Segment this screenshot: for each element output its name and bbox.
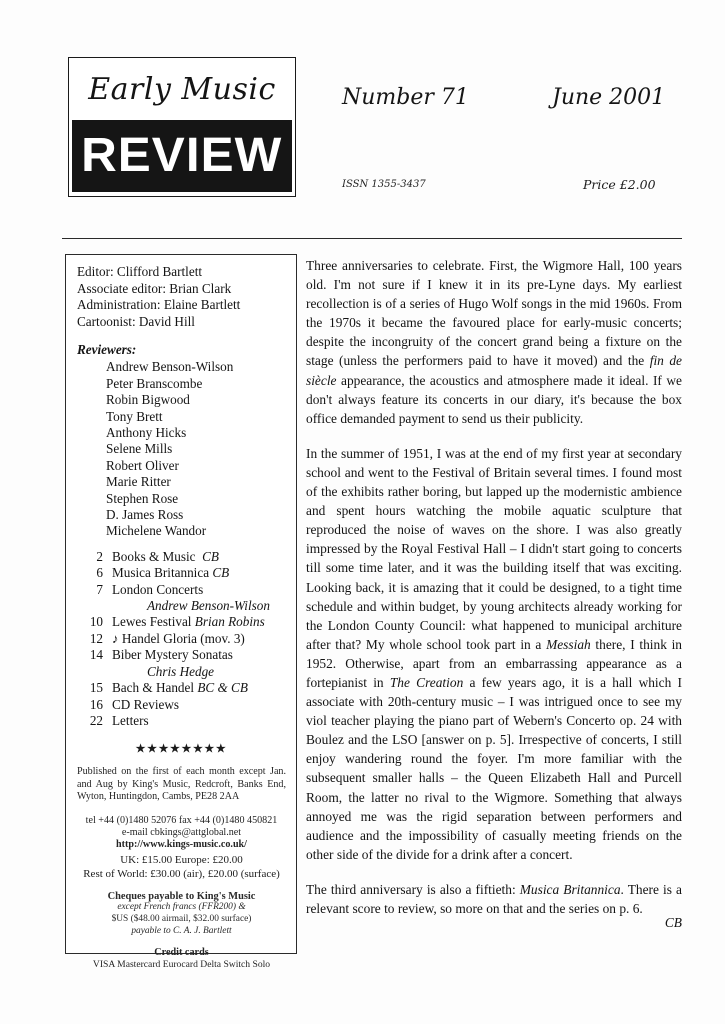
cover-price: Price £2.00	[583, 177, 656, 192]
logo-review-banner	[72, 120, 292, 192]
toc-page-number: 2	[96, 548, 103, 564]
toc-author: BC & CB	[197, 680, 248, 696]
credit-cards-heading: Credit cards	[154, 947, 209, 959]
reviewer-name: Selene Mills	[106, 441, 173, 457]
cheques-french-francs-line: except French francs (FFR200) &	[117, 902, 246, 913]
reviewer-name: D. James Ross	[106, 507, 184, 523]
toc-page-number: 12	[89, 630, 103, 646]
toc-entry[interactable]	[77, 631, 286, 647]
cheques-payable-to-line: payable to C. A. J. Bartlett	[131, 925, 232, 936]
reviewer-name: Stephen Rose	[106, 490, 179, 506]
decorative-star-divider: ★★★★★★★★	[135, 743, 228, 756]
toc-title: London Concerts	[112, 581, 204, 597]
cheques-payable-line: Cheques payable to King's Music	[107, 890, 256, 902]
subscription-rest-of-world: Rest of World: £30.00 (air), £20.00 (surface)	[83, 867, 280, 880]
toc-author: CB	[202, 548, 219, 564]
staff-cartoonist: Cartoonist: David Hill	[77, 313, 195, 329]
subscription-uk-europe: UK: £15.00 Europe: £20.00	[120, 853, 243, 866]
toc-title-text: Bach & Handel	[112, 680, 195, 696]
toc-entry[interactable]	[77, 582, 286, 598]
reviewer-name: Marie Ritter	[106, 474, 171, 490]
toc-subtitle-author: Andrew Benson-Wilson	[147, 598, 270, 614]
cheques-usd-line: $US ($48.00 airmail, $32.00 surface)	[111, 913, 252, 924]
masthead	[62, 57, 680, 207]
paragraph-1-text-a: Three anniversaries to celebrate. First, the Wigmore Hall, 100 years old. I'm not sure if I knew it in its pre-Lyne days. My earliest recollection is of a series of Hugo Wolf songs in the mid 1960s. From the 1970s it became the favoured place for early-music concerts; despite the incongruity of the concert grand being a fixture on the stage (unless the performers paid to have it moved) and the	[306, 258, 682, 369]
toc-title: Biber Mystery Sonatas	[112, 647, 233, 663]
reviewer-name: Andrew Benson-Wilson	[106, 359, 234, 375]
toc-title	[112, 549, 219, 565]
author-initials-signature: CB	[664, 915, 682, 931]
toc-subtitle-author: Chris Hedge	[147, 663, 215, 679]
toc-page-number: 6	[96, 565, 103, 581]
issue-date: June 2001	[552, 85, 666, 110]
reviewers-heading: Reviewers:	[77, 342, 137, 358]
reviewer-name: Robert Oliver	[106, 457, 179, 473]
toc-title-text: Lewes Festival	[112, 614, 192, 630]
reviewers-list	[77, 359, 286, 539]
toc-entry[interactable]	[77, 549, 286, 565]
toc-entry[interactable]	[77, 614, 286, 630]
paragraph-3-text-b: . There is a relevant score to review, so more on that and the series on p. 6.	[306, 881, 682, 916]
toc-author: Brian Robins	[194, 614, 265, 630]
paragraph-2-text-a: In the summer of 1951, I was at the end of my first year at secondary school and went to the Festival of Britain several times. I found most of the exhibits rather boring, but lapped up the modernistic ambience and spent hours watching the mobile aquatic sculpture that reproduced the noise of waves on the shore. I was also greatly impressed by the Royal Festival Hall – I didn't start going to concerts till some time later, and it was the building itself that was exciting. Looking back, it is amazing that it could be designed, to a tight time schedule and within budget, by young architects already working for the London County Council: what happened to municipal architure after that? My whole school took part in a	[306, 445, 682, 652]
reviewer-name: Tony Brett	[106, 408, 163, 424]
telephone-fax: tel +44 (0)1480 52076 fax +44 (0)1480 450821	[85, 814, 278, 826]
paragraph-1-text-b: appearance, the acoustics and atmosphere made it ideal. If we don't always feature its concerts in our diary, it's because the box office demanded payment to send us their publicity.	[306, 372, 682, 426]
toc-title: Letters	[112, 712, 149, 728]
toc-entry[interactable]	[77, 713, 286, 729]
reviewer-name: Peter Branscombe	[106, 375, 203, 391]
toc-title-text: Musica Britannica	[112, 565, 210, 581]
paragraph-2-text-b: there, I think in 1952. Otherwise, apart from an embarrassing appearance as a fortepianist in	[306, 636, 683, 690]
staff-editor: Editor: Clifford Bartlett	[77, 264, 203, 279]
toc-title: ♪ Handel Gloria (mov. 3)	[112, 630, 245, 646]
credit-cards-info	[77, 947, 286, 971]
article-paragraph-1	[306, 256, 682, 428]
publication-logo	[68, 57, 296, 197]
staff-administration: Administration: Elaine Bartlett	[77, 297, 241, 313]
issn-code: ISSN 1355-3437	[342, 179, 426, 190]
paragraph-3-italic-musica-britannica: Musica Britannica	[519, 881, 621, 897]
toc-entry[interactable]	[77, 697, 286, 713]
toc-page-number: 14	[89, 647, 103, 663]
header-divider-rule	[62, 238, 682, 239]
paragraph-2-text-c: a few years ago, it is a hall which I associate with 20th-century music – I was intrigued once to see my viol teacher playing the piano part of Webern's Concerto op. 24 with Boulez and the LSO [answer on p. 5]. Irrespective of concerts, I still enjoy wandering round the foyer. I'm more familiar with the subsequent smaller halls – the Queen Elizabeth Hall and Purcell Room, the latter no rival to the Wigmore. Something that always annoyed me was the rigid separation between performers and audience and the impossibility of casually meeting friends on the other side of the divide for a drink after a concert.	[306, 674, 682, 862]
toc-author: CB	[212, 565, 230, 581]
logo-review-text: REVIEW	[81, 129, 283, 182]
toc-title-text: Books & Music	[112, 548, 196, 564]
paragraph-2-italic-creation: The Creation	[389, 674, 464, 690]
staff-associate-editor: Associate editor: Brian Clark	[77, 280, 232, 296]
toc-page-number: 10	[89, 614, 103, 630]
paragraph-3-text-a: The third anniversary is also a fiftieth:	[306, 881, 520, 897]
toc-entry[interactable]	[77, 680, 286, 696]
toc-title	[112, 680, 248, 696]
toc-title	[112, 614, 265, 630]
reviewer-name: Anthony Hicks	[106, 425, 187, 440]
reviewer-name: Michelene Wandor	[106, 523, 207, 539]
logo-early-music-text: Early Music	[88, 71, 276, 107]
toc-page-number: 22	[89, 712, 103, 728]
toc-title	[112, 565, 229, 581]
toc-page-number: 7	[96, 581, 103, 597]
toc-page-number: 16	[89, 696, 103, 712]
paragraph-2-italic-messiah: Messiah	[546, 636, 591, 652]
article-paragraph-2	[306, 444, 682, 864]
toc-entry[interactable]	[77, 647, 286, 663]
reviewer-name: Robin Bigwood	[106, 392, 190, 408]
toc-page-number: 15	[89, 680, 103, 696]
toc-entry[interactable]	[77, 565, 286, 581]
publication-details: Published on the first of each month except Jan. and Aug by King's Music, Redcroft, Banks End, Wyton, Huntingdon, Cambs, PE28 2AA	[77, 766, 286, 803]
paragraph-1-italic-phrase: fin de siècle	[306, 353, 682, 388]
editorial-article	[306, 256, 682, 931]
credit-cards-list: VISA Mastercard Eurocard Delta Switch Solo	[92, 959, 271, 971]
toc-title: CD Reviews	[112, 696, 180, 712]
sidebar-info-box	[65, 254, 297, 971]
website-url[interactable]: http://www.kings-music.co.uk/	[116, 839, 247, 851]
staff-list	[77, 264, 286, 330]
table-of-contents	[77, 549, 286, 729]
article-paragraph-3	[306, 880, 682, 918]
issue-number: Number 71	[342, 85, 469, 110]
email-address[interactable]: e-mail cbkings@attglobal.net	[121, 826, 242, 838]
cheque-payment-info	[77, 891, 286, 937]
